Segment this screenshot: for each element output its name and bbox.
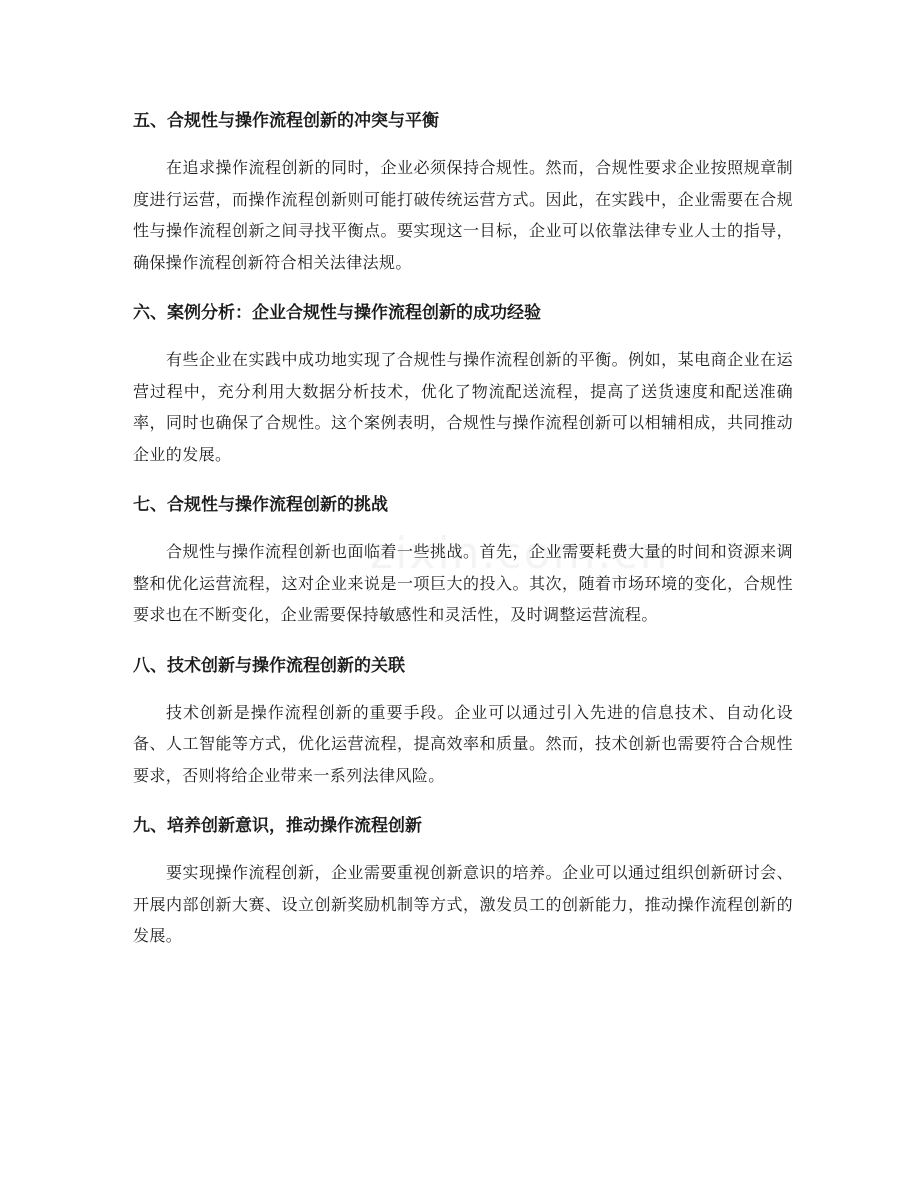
document-content xyxy=(133,104,793,970)
section-heading: 七、合规性与操作流程创新的挑战 xyxy=(133,495,388,515)
section-heading: 六、案例分析：企业合规性与操作流程创新的成功经验 xyxy=(133,303,541,323)
section-heading: 八、技术创新与操作流程创新的关联 xyxy=(133,655,405,676)
section-5 xyxy=(133,104,793,278)
section-6 xyxy=(133,296,793,470)
section-paragraph: 有些企业在实践中成功地实现了合规性与操作流程创新的平衡。例如，某电商企业在运营过程中，充分利用大数据分析技术，优化了物流配送流程，提高了送货速度和配送准确率，同时也确保了合规性。这个案例表明，合规性与操作流程创新可以相辅相成，共同推动企业的发展。 xyxy=(133,350,793,464)
section-9 xyxy=(133,809,793,952)
section-paragraph: 要实现操作流程创新，企业需要重视创新意识的培养。企业可以通过组织创新研讨会、开展内部创新大赛、设立创新奖励机制等方式，激发员工的创新能力，推动操作流程创新的发展。 xyxy=(133,863,793,945)
section-heading: 五、合规性与操作流程创新的冲突与平衡 xyxy=(133,111,439,131)
section-heading: 九、培养创新意识，推动操作流程创新 xyxy=(133,816,422,836)
section-paragraph: 在追求操作流程创新的同时，企业必须保持合规性。然而，合规性要求企业按照规章制度进行运营，而操作流程创新则可能打破传统运营方式。因此，在实践中，企业需要在合规性与操作流程创新之间寻找平衡点。要实现这一目标，企业可以依靠法律专业人士的指导，确保操作流程创新符合相关法律法规。 xyxy=(133,158,793,272)
section-7 xyxy=(133,488,793,631)
section-paragraph: 技术创新是操作流程创新的重要手段。企业可以通过引入先进的信息技术、自动化设备、人工智能等方式，优化运营流程，提高效率和质量。然而，技术创新也需要符合合规性要求，否则将给企业带来一系列法律风险。 xyxy=(133,702,793,785)
section-8 xyxy=(133,649,793,792)
section-paragraph: 合规性与操作流程创新也面临着一些挑战。首先，企业需要耗费大量的时间和资源来调整和优化运营流程，这对企业来说是一项巨大的投入。其次，随着市场环境的变化，合规性要求也在不断变化，企业需要保持敏感性和灵活性，及时调整运营流程。 xyxy=(133,542,793,624)
